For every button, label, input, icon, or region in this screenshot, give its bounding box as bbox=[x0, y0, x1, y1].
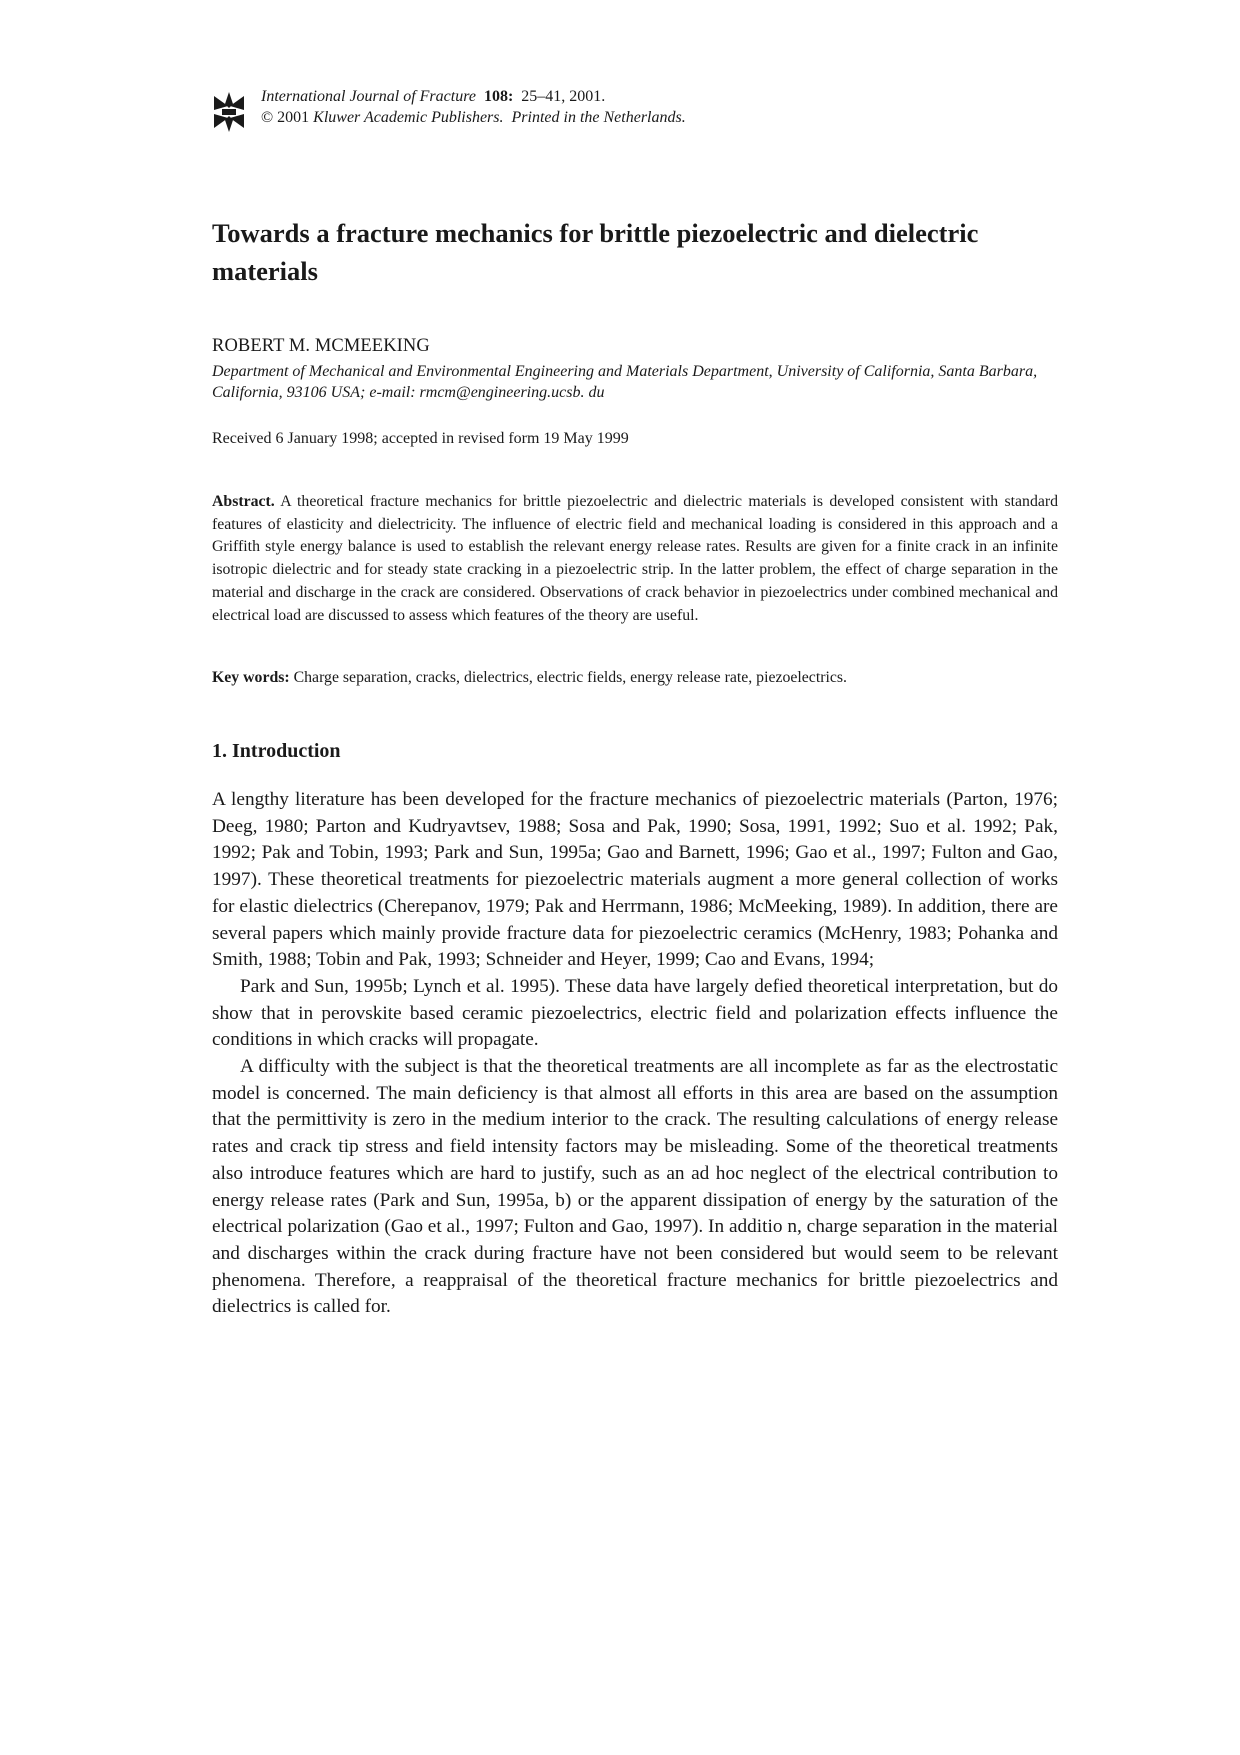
introduction-body bbox=[212, 787, 1058, 1321]
author-name: ROBERT M. MCMEEKING bbox=[212, 336, 430, 356]
journal-citation bbox=[261, 86, 686, 128]
journal-name: International Journal of Fracture bbox=[261, 88, 476, 105]
keywords bbox=[212, 667, 1058, 689]
journal-volume: 108: bbox=[483, 88, 514, 105]
received-dates: Received 6 January 1998; accepted in revised form 19 May 1999 bbox=[212, 430, 629, 447]
paragraph: Park and Sun, 1995b; Lynch et al. 1995). These data have largely defied theoretical interpretation, but do show that in perovskite based ceramic piezoelectrics, electric field and polarization effects influence the conditions in which cracks will propagate. bbox=[212, 975, 1058, 1051]
keywords-text: Charge separation, cracks, dielectrics, electric fields, energy release rate, piezoelectrics. bbox=[293, 669, 847, 686]
publisher: Kluwer Academic Publishers. bbox=[313, 109, 504, 126]
paragraph: A lengthy literature has been developed for the fracture mechanics of piezoelectric materials (Parton, 1976; Deeg, 1980; Parton and Kudryavtsev, 1988; Sosa and Pak, 1990; Sosa, 1991, 1992; Suo et al. 1992; Pak, 1992; Pak and Tobin, 1993; Park and Sun, 1995a; Gao and Barnett, 1996; Gao et al., 1997; Fulton and Gao, 1997). These theoretical treatments for piezoelectric materials augment a more general collection of works for elastic dielectrics (Cherepanov, 1979; Pak and Herrmann, 1986; McMeeking, 1989). In addition, there are several papers which mainly provide fracture data for piezoelectric ceramics (McHenry, 1983; Pohanka and Smith, 1988; Tobin and Pak, 1993; Schneider and Heyer, 1999; Cao and Evans, 1994; bbox=[212, 789, 1058, 971]
section-heading-introduction: 1. Introduction bbox=[212, 740, 341, 762]
journal-line-2 bbox=[261, 107, 686, 128]
copyright: © 2001 bbox=[261, 109, 310, 126]
kluwer-logo-icon bbox=[212, 92, 246, 132]
paragraph: A difficulty with the subject is that the theoretical treatments are all incomplete as far as the electrostatic model is concerned. The main deficiency is that almost all efforts in this area are based on the assumption that the permittivity is zero in the medium interior to the crack. The resulting calculations of energy release rates and crack tip stress and field intensity factors may be misleading. Some of the theoretical treatments also introduce features which are hard to justify, such as an ad hoc neglect of the electrical contribution to energy release rates (Park and Sun, 1995a, b) or the apparent dissipation of energy by the saturation of the electrical polarization (Gao et al., 1997; Fulton and Gao, 1997). In additio n, charge separation in the material and discharges within the crack during fracture have not been considered but would seem to be relevant phenomena. Therefore, a reappraisal of the theoretical fracture mechanics for brittle piezoelectrics and dielectrics is called for. bbox=[212, 1056, 1058, 1318]
journal-header bbox=[212, 86, 1112, 136]
journal-pages-year: 25–41, 2001. bbox=[521, 88, 606, 105]
printed-note: Printed in the Netherlands. bbox=[511, 109, 686, 126]
author-affiliation: Department of Mechanical and Environmental Engineering and Materials Department, University of California, Santa Barbara, California, 93106 USA; e-mail: rmcm@engineering.ucsb. du bbox=[212, 363, 1038, 401]
keywords-label: Key words: bbox=[212, 669, 290, 686]
abstract-text: A theoretical fracture mechanics for brittle piezoelectric and dielectric materials is developed consistent with standard features of elasticity and dielectricity. The influence of electric field and mechanical loading is considered in this approach and a Griffith style energy balance is used to establish the relevant energy release rates. Results are given for a finite crack in an infinite isotropic dielectric and for steady state cracking in a piezoelectric strip. In the latter problem, the effect of charge separation in the material and discharge in the crack are considered. Observations of crack behavior in piezoelectrics under combined mechanical and electrical load are discussed to assess which features of the theory are useful. bbox=[212, 493, 1059, 624]
abstract-label: Abstract. bbox=[212, 493, 275, 510]
abstract bbox=[212, 491, 1058, 627]
journal-line-1 bbox=[261, 86, 686, 107]
paper-title: Towards a fracture mechanics for brittle piezoelectric and dielectric materials bbox=[212, 218, 979, 286]
